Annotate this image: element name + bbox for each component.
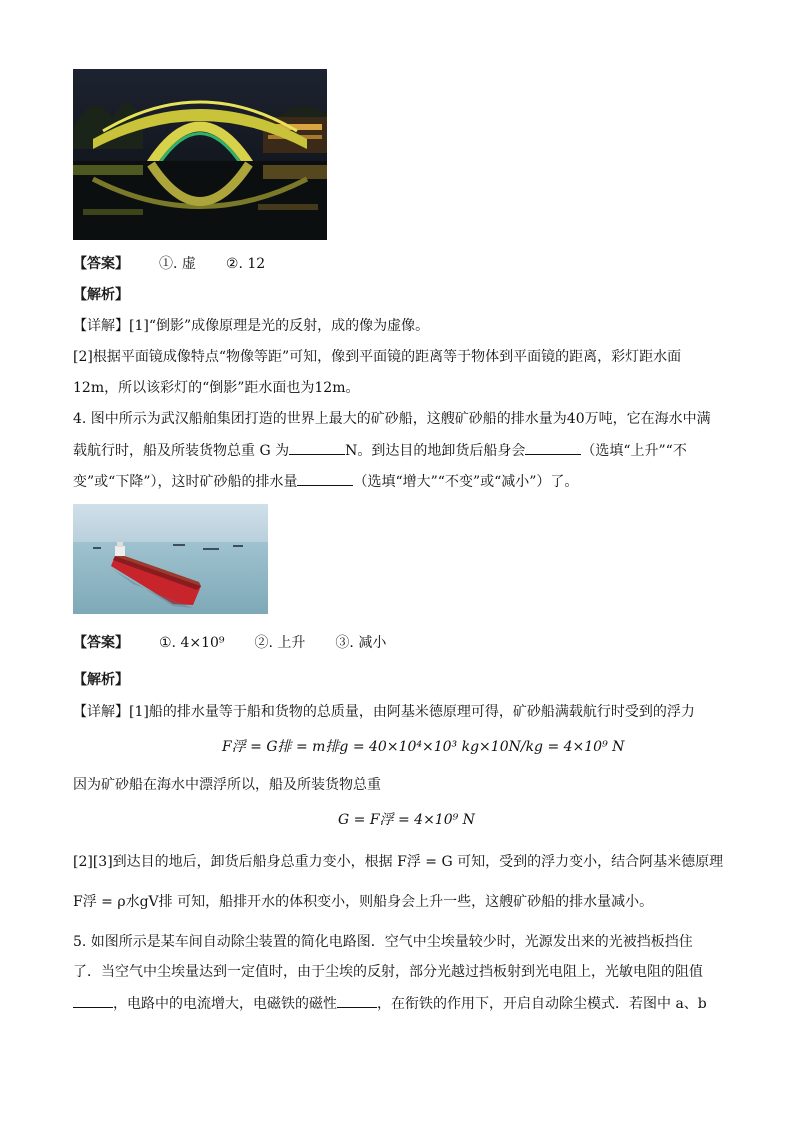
answer-blank — [525, 440, 581, 455]
bridge-photo-drawing — [73, 69, 327, 240]
q3-answer-line — [73, 254, 723, 274]
q3-detail-1: 【详解】[1]“倒影”成像原理是光的反射，成的像为虚像。 — [73, 318, 430, 334]
q4-detail-4: F浮 = ρ水gV排 可知，船排开水的体积变小，则船身会上升一些，这艘矿砂船的排水量减小。 — [73, 894, 654, 910]
q4-detail-2: 因为矿砂船在海水中漂浮所以，船及所装货物总重 — [73, 777, 381, 793]
q3-answer-1: ①. 虚 — [159, 256, 196, 272]
q5-stem-3b: ，在衔铁的作用下，开启自动除尘模式．若图中 a、b — [377, 996, 707, 1012]
q4-detail-3: [2][3]到达目的地后，卸货后船身总重力变小，根据 F浮 = G 可知，受到的浮力变小，结合阿基米德原理 — [73, 854, 724, 870]
q4-analysis-tag — [73, 670, 723, 690]
q5-stem-2: 了．当空气中尘埃量达到一定值时，由于尘埃的反射，部分光越过挡板射到光电阻上，光敏电阻的阻值 — [73, 964, 703, 980]
q4-stem-2c: （选填“上升”“不 — [581, 443, 687, 459]
q4-formula-2: G = F浮 = 4×10⁹ N — [338, 812, 475, 828]
q4-stem-2a: 载航行时，船及所装货物总重 G 为 — [73, 443, 290, 459]
q4-stem-2b: N。到达目的地卸货后船身会 — [345, 443, 526, 459]
q4-detail-1: 【详解】[1]船的排水量等于船和货物的总质量，由阿基米德原理可得，矿砂船满载航行时受到的浮力 — [73, 704, 695, 720]
answer-blank — [73, 993, 113, 1008]
q3-detail-2a: [2]根据平面镜成像特点“物像等距”可知，像到平面镜的距离等于物体到平面镜的距离，彩灯距水面 — [73, 349, 682, 365]
q4-formula-1: F浮 = G排 = m排g = 40×10⁴×10³ kg×10N/kg = 4×10⁹ N — [222, 739, 625, 755]
q4-stem-2 — [73, 440, 723, 461]
q3-analysis-tag — [73, 285, 723, 305]
q5-stem-3a: ，电路中的电流增大，电磁铁的磁性 — [113, 996, 337, 1012]
q4-stem-3a: 变”或“下降”），这时矿砂船的排水量 — [73, 474, 298, 490]
ore-carrier-photo — [73, 504, 268, 614]
answer-blank — [289, 440, 345, 455]
analysis-tag: 【解析】 — [73, 287, 129, 303]
q4-stem-1: 4. 图中所示为武汉船舶集团打造的世界上最大的矿砂船，这艘矿砂船的排水量为40万吨，它在海水中满 — [73, 411, 711, 427]
answer-tag: 【答案】 — [73, 256, 129, 272]
q4-answer-line — [73, 633, 723, 653]
answer-blank — [337, 993, 377, 1008]
q4-answer-2: ②. 上升 — [254, 635, 306, 651]
q4-stem-3b: （选填“增大”“不变”或“减小”）了。 — [353, 474, 579, 490]
analysis-tag: 【解析】 — [73, 672, 129, 688]
answer-blank — [297, 471, 353, 486]
answer-tag: 【答案】 — [73, 635, 129, 651]
q5-stem-3 — [73, 993, 723, 1014]
q3-detail-2b: 12m，所以该彩灯的“倒影”距水面也为12m。 — [73, 380, 360, 396]
ship-photo-drawing — [73, 504, 268, 614]
q4-answer-3: ③. 减小 — [335, 635, 387, 651]
q5-stem-1: 5. 如图所示是某车间自动除尘装置的简化电路图．空气中尘埃量较少时，光源发出来的光被挡板挡住 — [73, 934, 693, 950]
q4-stem-3 — [73, 471, 723, 492]
bridge-reflection-photo — [73, 69, 327, 240]
q3-answer-2: ②. 12 — [225, 256, 266, 272]
q4-answer-1: ①. 4×10⁹ — [159, 635, 225, 651]
